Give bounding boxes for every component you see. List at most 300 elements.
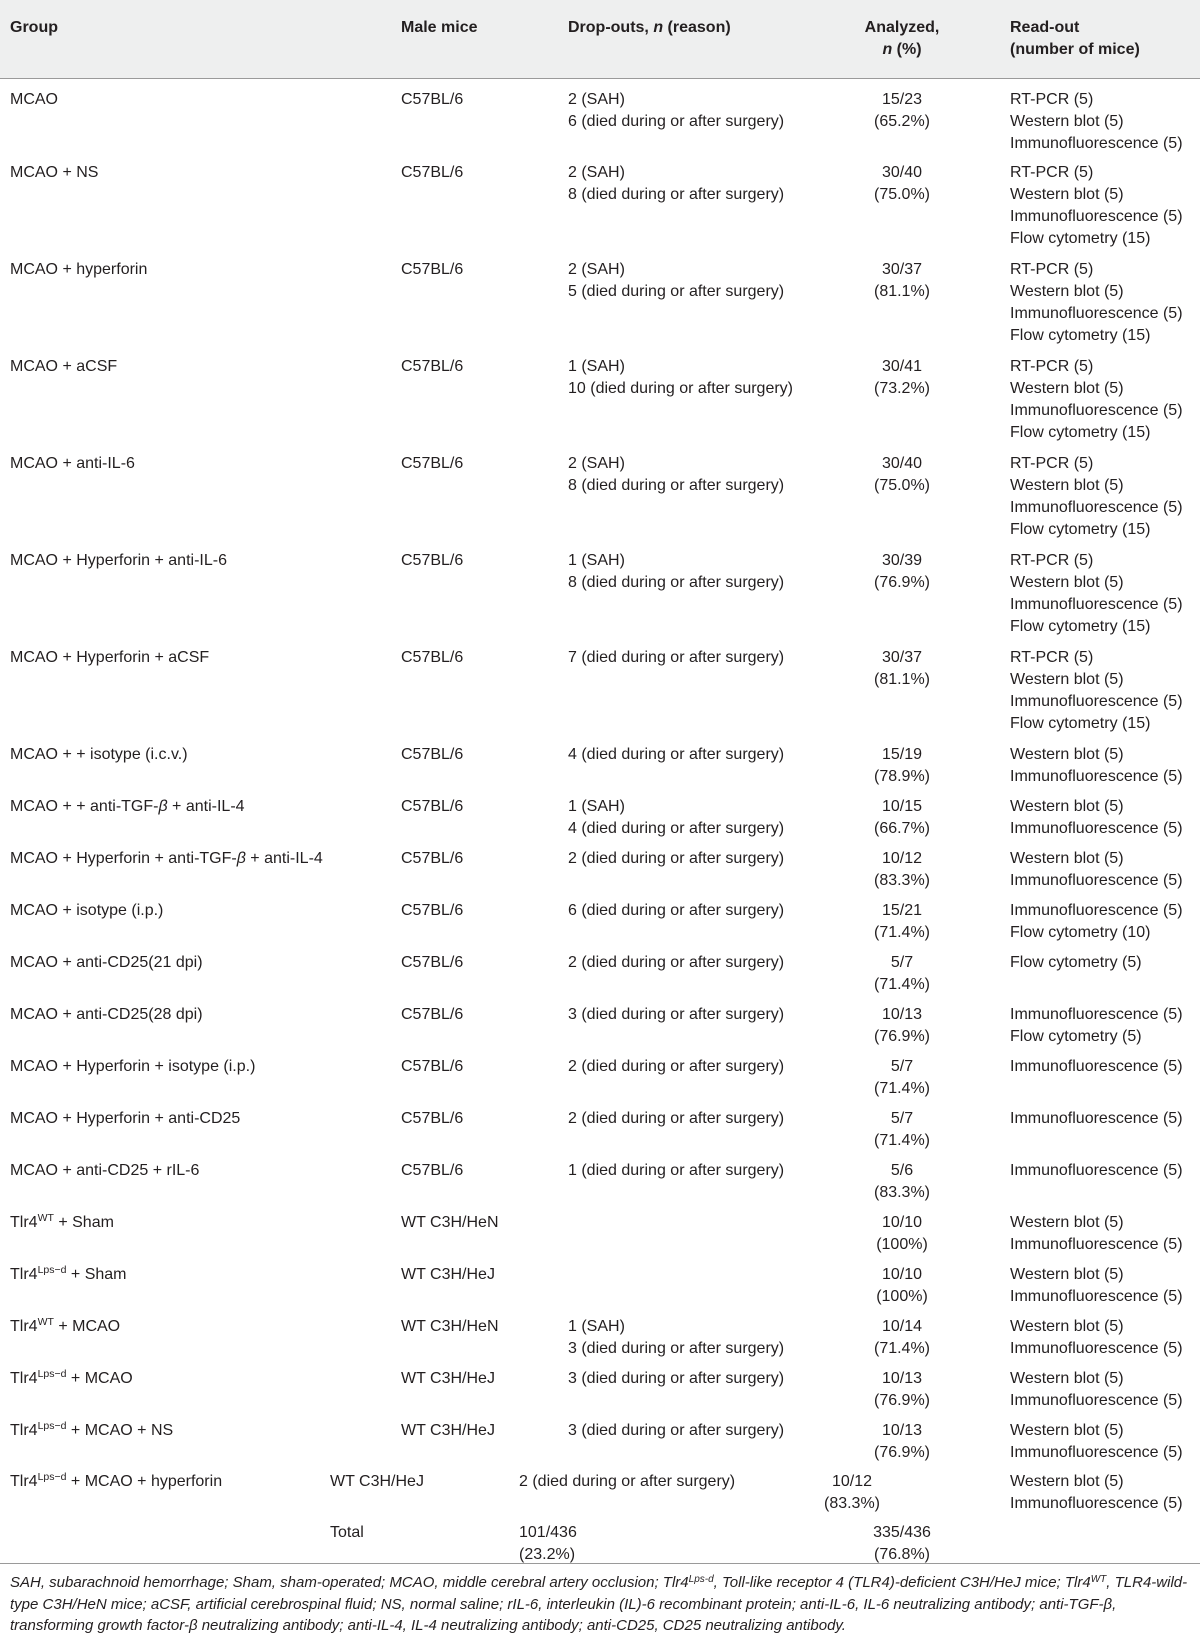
readout-cell bbox=[1010, 1316, 1183, 1360]
analyzed-cell-line: (83.3%) bbox=[873, 872, 931, 889]
dropouts-cell-line: 2 (died during or after surgery) bbox=[568, 1058, 785, 1075]
readout-cell bbox=[1010, 744, 1183, 788]
mice-cell: C57BL/6 bbox=[401, 1162, 464, 1179]
analyzed-cell bbox=[842, 550, 962, 594]
dropouts-cell-line: 3 (died during or after surgery) bbox=[568, 1370, 785, 1387]
readout-cell-line: Immunofluorescence (5) bbox=[1010, 820, 1183, 837]
readout-cell-line: Western blot (5) bbox=[1010, 113, 1124, 130]
group-text: MCAO + anti-CD25 + rIL-6 bbox=[10, 1162, 200, 1179]
dropouts-cell bbox=[568, 453, 784, 497]
analyzed-cell-line: 5/7 bbox=[890, 1058, 914, 1075]
group-text: MCAO + + anti-TGF- bbox=[10, 798, 159, 815]
readout-cell bbox=[1010, 1264, 1183, 1308]
group-cell bbox=[10, 647, 209, 669]
group-text: + MCAO + NS bbox=[66, 1422, 174, 1439]
readout-cell-line: Immunofluorescence (5) bbox=[1010, 499, 1183, 516]
group-text: MCAO + Hyperforin + aCSF bbox=[10, 649, 210, 666]
readout-cell-line: Western blot (5) bbox=[1010, 283, 1124, 300]
total-dropouts bbox=[519, 1522, 577, 1566]
mice-cell: WT C3H/HeN bbox=[401, 1318, 499, 1335]
analyzed-cell bbox=[842, 1108, 962, 1152]
group-cell bbox=[10, 550, 227, 572]
dropouts-cell bbox=[568, 162, 784, 206]
readout-cell-line: RT-PCR (5) bbox=[1010, 261, 1094, 278]
dropouts-cell bbox=[568, 1108, 784, 1130]
analyzed-cell-line: (76.9%) bbox=[873, 1444, 931, 1461]
analyzed-cell bbox=[842, 259, 962, 303]
analyzed-cell bbox=[842, 1420, 962, 1464]
group-cell bbox=[10, 1160, 199, 1182]
dropouts-cell-line: 7 (died during or after surgery) bbox=[568, 649, 785, 666]
readout-cell bbox=[1010, 1108, 1183, 1130]
analyzed-cell-line: 15/23 bbox=[881, 91, 923, 108]
dropouts-cell bbox=[568, 89, 784, 133]
group-text: MCAO + anti-IL-6 bbox=[10, 455, 135, 472]
analyzed-cell-line: 10/14 bbox=[881, 1318, 923, 1335]
analyzed-cell-line: (76.9%) bbox=[873, 574, 931, 591]
group-cell bbox=[10, 744, 188, 766]
header-readout-label: Read-out bbox=[1010, 19, 1080, 36]
readout-cell bbox=[1010, 162, 1183, 250]
dropouts-cell bbox=[568, 952, 784, 974]
greek-beta: β bbox=[236, 850, 246, 867]
dropouts-cell-line: 4 (died during or after surgery) bbox=[568, 820, 785, 837]
group-text: MCAO bbox=[10, 91, 58, 108]
genotype-superscript: Lps−d bbox=[37, 1420, 67, 1432]
analyzed-cell-line: (83.3%) bbox=[873, 1184, 931, 1201]
readout-cell-line: Immunofluorescence (5) bbox=[1010, 872, 1183, 889]
mice-cell: WT C3H/HeJ bbox=[401, 1370, 495, 1387]
analyzed-cell-line: (75.0%) bbox=[873, 477, 931, 494]
group-text: MCAO + + isotype (i.c.v.) bbox=[10, 746, 188, 763]
mice-cell: WT C3H/HeJ bbox=[401, 1422, 495, 1439]
analyzed-cell-line: 30/39 bbox=[881, 552, 923, 569]
readout-cell-line: Western blot (5) bbox=[1010, 1318, 1124, 1335]
genotype-superscript: WT bbox=[37, 1316, 54, 1328]
group-text: Tlr4 bbox=[10, 1214, 38, 1231]
header-analyzed-label: Analyzed, bbox=[864, 19, 940, 36]
mice-cell: C57BL/6 bbox=[401, 261, 464, 278]
mice-cell: WT C3H/HeJ bbox=[401, 1266, 495, 1283]
readout-cell-line: Western blot (5) bbox=[1010, 798, 1124, 815]
readout-cell-line: Flow cytometry (5) bbox=[1010, 1028, 1142, 1045]
readout-cell-line: Western blot (5) bbox=[1010, 1473, 1124, 1490]
total-analyzed-line: 335/436 bbox=[873, 1524, 931, 1541]
group-cell bbox=[10, 1368, 133, 1390]
analyzed-cell bbox=[842, 1264, 962, 1308]
group-text: MCAO + anti-CD25(28 dpi) bbox=[10, 1006, 203, 1023]
readout-cell-line: Immunofluorescence (5) bbox=[1010, 1058, 1183, 1075]
group-text: Tlr4 bbox=[10, 1266, 38, 1283]
analyzed-cell-line: (83.3%) bbox=[823, 1495, 881, 1512]
analyzed-cell-line: 30/40 bbox=[881, 164, 923, 181]
header-rule bbox=[0, 78, 1200, 79]
header-dropouts bbox=[568, 17, 731, 39]
header-analyzed-n: n bbox=[882, 41, 893, 58]
analyzed-cell bbox=[792, 1471, 912, 1515]
footnote-text: , Toll-like receptor 4 (TLR4)-deficient C3H/HeJ mice; Tlr4 bbox=[713, 1574, 1091, 1591]
readout-cell-line: Immunofluorescence (5) bbox=[1010, 1162, 1183, 1179]
dropouts-cell bbox=[519, 1471, 735, 1493]
group-cell bbox=[10, 848, 323, 870]
analyzed-cell bbox=[842, 453, 962, 497]
analyzed-cell-line: (100%) bbox=[876, 1236, 928, 1253]
analyzed-cell bbox=[842, 1316, 962, 1360]
analyzed-cell-line: 10/10 bbox=[881, 1214, 923, 1231]
dropouts-cell-line: 2 (SAH) bbox=[568, 91, 625, 108]
analyzed-cell-line: (100%) bbox=[876, 1288, 928, 1305]
header-group: Group bbox=[10, 19, 58, 36]
readout-cell-line: RT-PCR (5) bbox=[1010, 455, 1094, 472]
dropouts-cell-line: 2 (died during or after surgery) bbox=[568, 954, 785, 971]
dropouts-cell-line: 1 (SAH) bbox=[568, 552, 625, 569]
analyzed-cell-line: (65.2%) bbox=[873, 113, 931, 130]
dropouts-cell-line: 4 (died during or after surgery) bbox=[568, 746, 785, 763]
analyzed-cell bbox=[842, 356, 962, 400]
genotype-superscript: Lps−d bbox=[37, 1264, 67, 1276]
readout-cell-line: Immunofluorescence (5) bbox=[1010, 1340, 1183, 1357]
mice-cell: WT C3H/HeN bbox=[401, 1214, 499, 1231]
readout-cell-line: Immunofluorescence (5) bbox=[1010, 1392, 1183, 1409]
analyzed-cell bbox=[842, 1004, 962, 1048]
footnote-beta: β bbox=[1103, 1595, 1113, 1613]
readout-cell-line: Western blot (5) bbox=[1010, 477, 1124, 494]
genotype-superscript: Lps−d bbox=[37, 1368, 67, 1380]
mice-cell: C57BL/6 bbox=[401, 1110, 464, 1127]
group-cell bbox=[10, 1471, 222, 1493]
group-cell bbox=[10, 1108, 240, 1130]
readout-cell bbox=[1010, 550, 1183, 638]
analyzed-cell-line: (73.2%) bbox=[873, 380, 931, 397]
footnote-text: , transforming growth factor- bbox=[10, 1595, 1117, 1634]
group-cell bbox=[10, 900, 163, 922]
footnote-beta: β bbox=[188, 1617, 198, 1634]
dropouts-cell-line: 1 (SAH) bbox=[568, 798, 625, 815]
group-cell bbox=[10, 952, 203, 974]
analyzed-cell-line: (71.4%) bbox=[873, 1132, 931, 1149]
readout-cell-line: Flow cytometry (15) bbox=[1010, 424, 1151, 441]
readout-cell-line: Immunofluorescence (5) bbox=[1010, 1495, 1183, 1512]
analyzed-cell-line: (75.0%) bbox=[873, 186, 931, 203]
group-text: MCAO + isotype (i.p.) bbox=[10, 902, 164, 919]
dropouts-cell-line: 3 (died during or after surgery) bbox=[568, 1422, 785, 1439]
analyzed-cell-line: (71.4%) bbox=[873, 1340, 931, 1357]
readout-cell-line: Western blot (5) bbox=[1010, 186, 1124, 203]
mice-cell: C57BL/6 bbox=[401, 954, 464, 971]
footnote-superscript: Lps-d bbox=[688, 1574, 714, 1585]
dropouts-cell-line: 5 (died during or after surgery) bbox=[568, 283, 785, 300]
group-cell bbox=[10, 796, 245, 818]
readout-cell-line: RT-PCR (5) bbox=[1010, 552, 1094, 569]
readout-cell-line: RT-PCR (5) bbox=[1010, 358, 1094, 375]
analyzed-cell-line: 10/13 bbox=[881, 1370, 923, 1387]
dropouts-cell-line: 2 (died during or after surgery) bbox=[519, 1473, 736, 1490]
analyzed-cell-line: 30/37 bbox=[881, 261, 923, 278]
analyzed-cell-line: 5/7 bbox=[890, 954, 914, 971]
analyzed-cell-line: (71.4%) bbox=[873, 976, 931, 993]
analyzed-cell-line: 5/6 bbox=[890, 1162, 914, 1179]
header-analyzed-pct: (%) bbox=[892, 41, 922, 58]
readout-cell-line: Western blot (5) bbox=[1010, 1266, 1124, 1283]
analyzed-cell-line: (66.7%) bbox=[873, 820, 931, 837]
group-cell bbox=[10, 1264, 127, 1286]
readout-cell-line: Western blot (5) bbox=[1010, 1370, 1124, 1387]
readout-cell bbox=[1010, 1212, 1183, 1256]
readout-cell-line: Western blot (5) bbox=[1010, 380, 1124, 397]
group-cell bbox=[10, 453, 135, 475]
dropouts-cell-line: 8 (died during or after surgery) bbox=[568, 477, 785, 494]
readout-cell-line: Immunofluorescence (5) bbox=[1010, 402, 1183, 419]
analyzed-cell-line: 5/7 bbox=[890, 1110, 914, 1127]
readout-cell bbox=[1010, 89, 1183, 155]
readout-cell bbox=[1010, 952, 1142, 974]
dropouts-cell-line: 8 (died during or after surgery) bbox=[568, 574, 785, 591]
group-text: MCAO + anti-CD25(21 dpi) bbox=[10, 954, 203, 971]
total-dropouts-line: 101/436 bbox=[519, 1524, 577, 1541]
readout-cell-line: Immunofluorescence (5) bbox=[1010, 693, 1183, 710]
readout-cell bbox=[1010, 848, 1183, 892]
dropouts-cell-line: 2 (SAH) bbox=[568, 261, 625, 278]
footnote-text: SAH, subarachnoid hemorrhage; Sham, sham-operated; MCAO, middle cerebral artery occlusion; Tlr4 bbox=[10, 1574, 689, 1591]
analyzed-cell bbox=[842, 1368, 962, 1412]
total-analyzed bbox=[842, 1522, 962, 1566]
genotype-superscript: WT bbox=[37, 1212, 54, 1224]
readout-cell-line: Western blot (5) bbox=[1010, 850, 1124, 867]
dropouts-cell bbox=[568, 550, 784, 594]
greek-beta: β bbox=[158, 798, 168, 815]
dropouts-cell-line: 2 (SAH) bbox=[568, 455, 625, 472]
group-cell bbox=[10, 1420, 173, 1442]
readout-cell bbox=[1010, 647, 1183, 735]
dropouts-cell-line: 6 (died during or after surgery) bbox=[568, 902, 785, 919]
mice-cell: C57BL/6 bbox=[401, 91, 464, 108]
header-male-mice: Male mice bbox=[401, 19, 478, 36]
analyzed-cell bbox=[842, 1160, 962, 1204]
header-dropouts-label: Drop-outs, bbox=[568, 19, 654, 36]
analyzed-cell-line: (81.1%) bbox=[873, 283, 931, 300]
mice-cell: C57BL/6 bbox=[401, 358, 464, 375]
analyzed-cell bbox=[842, 647, 962, 691]
analyzed-cell bbox=[842, 900, 962, 944]
readout-cell-line: Immunofluorescence (5) bbox=[1010, 305, 1183, 322]
readout-cell-line: Flow cytometry (15) bbox=[1010, 230, 1151, 247]
mice-cell: WT C3H/HeJ bbox=[330, 1473, 424, 1490]
dropouts-cell-line: 8 (died during or after surgery) bbox=[568, 186, 785, 203]
readout-cell-line: Immunofluorescence (5) bbox=[1010, 1110, 1183, 1127]
analyzed-cell-line: (76.9%) bbox=[873, 1392, 931, 1409]
readout-cell-line: Western blot (5) bbox=[1010, 574, 1124, 591]
analyzed-cell-line: (78.9%) bbox=[873, 768, 931, 785]
dropouts-cell-line: 6 (died during or after surgery) bbox=[568, 113, 785, 130]
dropouts-cell bbox=[568, 1004, 784, 1026]
readout-cell-line: Immunofluorescence (5) bbox=[1010, 596, 1183, 613]
analyzed-cell-line: (71.4%) bbox=[873, 924, 931, 941]
mice-cell: C57BL/6 bbox=[401, 164, 464, 181]
readout-cell bbox=[1010, 259, 1183, 347]
group-text: + Sham bbox=[66, 1266, 127, 1283]
group-text: + MCAO bbox=[66, 1370, 133, 1387]
group-text: Tlr4 bbox=[10, 1473, 38, 1490]
group-text: MCAO + NS bbox=[10, 164, 99, 181]
group-cell bbox=[10, 259, 147, 281]
header-analyzed bbox=[842, 17, 962, 61]
analyzed-cell-line: 30/40 bbox=[881, 455, 923, 472]
readout-cell bbox=[1010, 1160, 1183, 1182]
group-text: MCAO + Hyperforin + anti-TGF- bbox=[10, 850, 237, 867]
group-text: Tlr4 bbox=[10, 1318, 38, 1335]
analyzed-cell-line: 30/37 bbox=[881, 649, 923, 666]
readout-cell-line: Immunofluorescence (5) bbox=[1010, 208, 1183, 225]
analyzed-cell-line: 10/13 bbox=[881, 1006, 923, 1023]
dropouts-cell-line: 3 (died during or after surgery) bbox=[568, 1006, 785, 1023]
readout-cell-line: Western blot (5) bbox=[1010, 1422, 1124, 1439]
readout-cell-line: Western blot (5) bbox=[1010, 671, 1124, 688]
table-footnote bbox=[10, 1572, 1195, 1637]
dropouts-cell bbox=[568, 259, 784, 303]
readout-cell-line: Flow cytometry (5) bbox=[1010, 954, 1142, 971]
readout-cell-line: Flow cytometry (15) bbox=[1010, 715, 1151, 732]
readout-cell-line: Flow cytometry (15) bbox=[1010, 327, 1151, 344]
mice-cell: C57BL/6 bbox=[401, 1006, 464, 1023]
readout-cell-line: Immunofluorescence (5) bbox=[1010, 1236, 1183, 1253]
group-cell bbox=[10, 1212, 114, 1234]
readout-cell-line: Flow cytometry (15) bbox=[1010, 521, 1151, 538]
readout-cell-line: Immunofluorescence (5) bbox=[1010, 768, 1183, 785]
dropouts-cell bbox=[568, 1056, 784, 1078]
mice-cell: C57BL/6 bbox=[401, 798, 464, 815]
analyzed-cell-line: 15/21 bbox=[881, 902, 923, 919]
readout-cell bbox=[1010, 1056, 1183, 1078]
readout-cell bbox=[1010, 900, 1183, 944]
footnote-text: , TLR4-wild-type C3H/HeN mice; aCSF, artificial cerebrospinal fluid; NS, normal saline; rIL-6, interleukin (IL)-6 recombinant protein; anti-IL-6, IL-6 neutralizing antibody; anti-TGF- bbox=[10, 1574, 1188, 1613]
group-text: MCAO + Hyperforin + anti-CD25 bbox=[10, 1110, 241, 1127]
bottom-rule bbox=[0, 1563, 1200, 1564]
mice-cell: C57BL/6 bbox=[401, 552, 464, 569]
dropouts-cell-line: 2 (died during or after surgery) bbox=[568, 1110, 785, 1127]
dropouts-cell bbox=[568, 744, 784, 766]
group-cell bbox=[10, 1056, 255, 1078]
readout-cell bbox=[1010, 1004, 1183, 1048]
mice-cell: C57BL/6 bbox=[401, 649, 464, 666]
dropouts-cell-line: 1 (SAH) bbox=[568, 358, 625, 375]
mice-cell: C57BL/6 bbox=[401, 850, 464, 867]
group-cell bbox=[10, 162, 98, 184]
mice-cell: C57BL/6 bbox=[401, 902, 464, 919]
readout-cell bbox=[1010, 453, 1183, 541]
dropouts-cell bbox=[568, 647, 784, 669]
analyzed-cell bbox=[842, 1212, 962, 1256]
footnote-text: neutralizing antibody; anti-IL-4, IL-4 neutralizing antibody; anti-CD25, CD25 neutralizing antibody. bbox=[197, 1617, 846, 1634]
group-cell bbox=[10, 1316, 120, 1338]
group-cell bbox=[10, 1004, 203, 1026]
group-text: MCAO + Hyperforin + anti-IL-6 bbox=[10, 552, 227, 569]
analyzed-cell-line: (71.4%) bbox=[873, 1080, 931, 1097]
readout-cell bbox=[1010, 1420, 1183, 1464]
mice-cell: C57BL/6 bbox=[401, 1058, 464, 1075]
group-text: + Sham bbox=[53, 1214, 114, 1231]
header-dropouts-n: n bbox=[653, 19, 664, 36]
readout-cell bbox=[1010, 1471, 1183, 1515]
analyzed-cell bbox=[842, 744, 962, 788]
group-text: MCAO + aCSF bbox=[10, 358, 118, 375]
readout-cell-line: Immunofluorescence (5) bbox=[1010, 1006, 1183, 1023]
total-label: Total bbox=[330, 1524, 364, 1541]
analyzed-cell-line: 30/41 bbox=[881, 358, 923, 375]
group-text: Tlr4 bbox=[10, 1370, 38, 1387]
dropouts-cell-line: 1 (died during or after surgery) bbox=[568, 1162, 785, 1179]
group-text: Tlr4 bbox=[10, 1422, 38, 1439]
readout-cell bbox=[1010, 1368, 1183, 1412]
dropouts-cell bbox=[568, 356, 793, 400]
group-text: + anti-IL-4 bbox=[245, 850, 323, 867]
analyzed-cell-line: 10/12 bbox=[831, 1473, 873, 1490]
dropouts-cell bbox=[568, 1368, 784, 1390]
readout-cell-line: RT-PCR (5) bbox=[1010, 649, 1094, 666]
dropouts-cell bbox=[568, 796, 784, 840]
dropouts-cell-line: 2 (died during or after surgery) bbox=[568, 850, 785, 867]
dropouts-cell bbox=[568, 1420, 784, 1442]
readout-cell-line: Western blot (5) bbox=[1010, 1214, 1124, 1231]
dropouts-cell-line: 10 (died during or after surgery) bbox=[568, 380, 793, 397]
group-text: MCAO + hyperforin bbox=[10, 261, 148, 278]
readout-cell-line: RT-PCR (5) bbox=[1010, 91, 1094, 108]
group-text: + MCAO bbox=[53, 1318, 121, 1335]
mice-cell: C57BL/6 bbox=[401, 746, 464, 763]
footnote-superscript: WT bbox=[1090, 1574, 1107, 1585]
dropouts-cell bbox=[568, 900, 784, 922]
analyzed-cell bbox=[842, 89, 962, 133]
group-text: MCAO + Hyperforin + isotype (i.p.) bbox=[10, 1058, 256, 1075]
header-dropouts-reason: (reason) bbox=[663, 19, 731, 36]
analyzed-cell-line: 15/19 bbox=[881, 746, 923, 763]
mice-cell: C57BL/6 bbox=[401, 455, 464, 472]
readout-cell bbox=[1010, 796, 1183, 840]
group-cell bbox=[10, 356, 117, 378]
dropouts-cell-line: 1 (SAH) bbox=[568, 1318, 625, 1335]
readout-cell-line: RT-PCR (5) bbox=[1010, 164, 1094, 181]
readout-cell-line: Immunofluorescence (5) bbox=[1010, 902, 1183, 919]
group-cell bbox=[10, 89, 58, 111]
analyzed-cell-line: 10/15 bbox=[881, 798, 923, 815]
readout-cell-line: Flow cytometry (10) bbox=[1010, 924, 1151, 941]
genotype-superscript: Lps−d bbox=[37, 1471, 67, 1483]
dropouts-cell bbox=[568, 1160, 784, 1182]
readout-cell bbox=[1010, 356, 1183, 444]
dropouts-cell-line: 2 (SAH) bbox=[568, 164, 625, 181]
readout-cell-line: Immunofluorescence (5) bbox=[1010, 135, 1183, 152]
analyzed-cell-line: 10/10 bbox=[881, 1266, 923, 1283]
group-text: + anti-IL-4 bbox=[167, 798, 245, 815]
analyzed-cell-line: 10/12 bbox=[881, 850, 923, 867]
analyzed-cell-line: (76.9%) bbox=[873, 1028, 931, 1045]
total-dropouts-line: (23.2%) bbox=[519, 1546, 576, 1563]
readout-cell-line: Flow cytometry (15) bbox=[1010, 618, 1151, 635]
total-analyzed-line: (76.8%) bbox=[873, 1546, 931, 1563]
analyzed-cell bbox=[842, 796, 962, 840]
analyzed-cell bbox=[842, 848, 962, 892]
analyzed-cell-line: 10/13 bbox=[881, 1422, 923, 1439]
analyzed-cell bbox=[842, 1056, 962, 1100]
dropouts-cell bbox=[568, 1316, 784, 1360]
group-text: + MCAO + hyperforin bbox=[66, 1473, 223, 1490]
readout-cell-line: Western blot (5) bbox=[1010, 746, 1124, 763]
dropouts-cell bbox=[568, 848, 784, 870]
header-readout-sub: (number of mice) bbox=[1010, 41, 1140, 58]
dropouts-cell-line: 3 (died during or after surgery) bbox=[568, 1340, 785, 1357]
analyzed-cell bbox=[842, 952, 962, 996]
readout-cell-line: Immunofluorescence (5) bbox=[1010, 1444, 1183, 1461]
readout-cell-line: Immunofluorescence (5) bbox=[1010, 1288, 1183, 1305]
